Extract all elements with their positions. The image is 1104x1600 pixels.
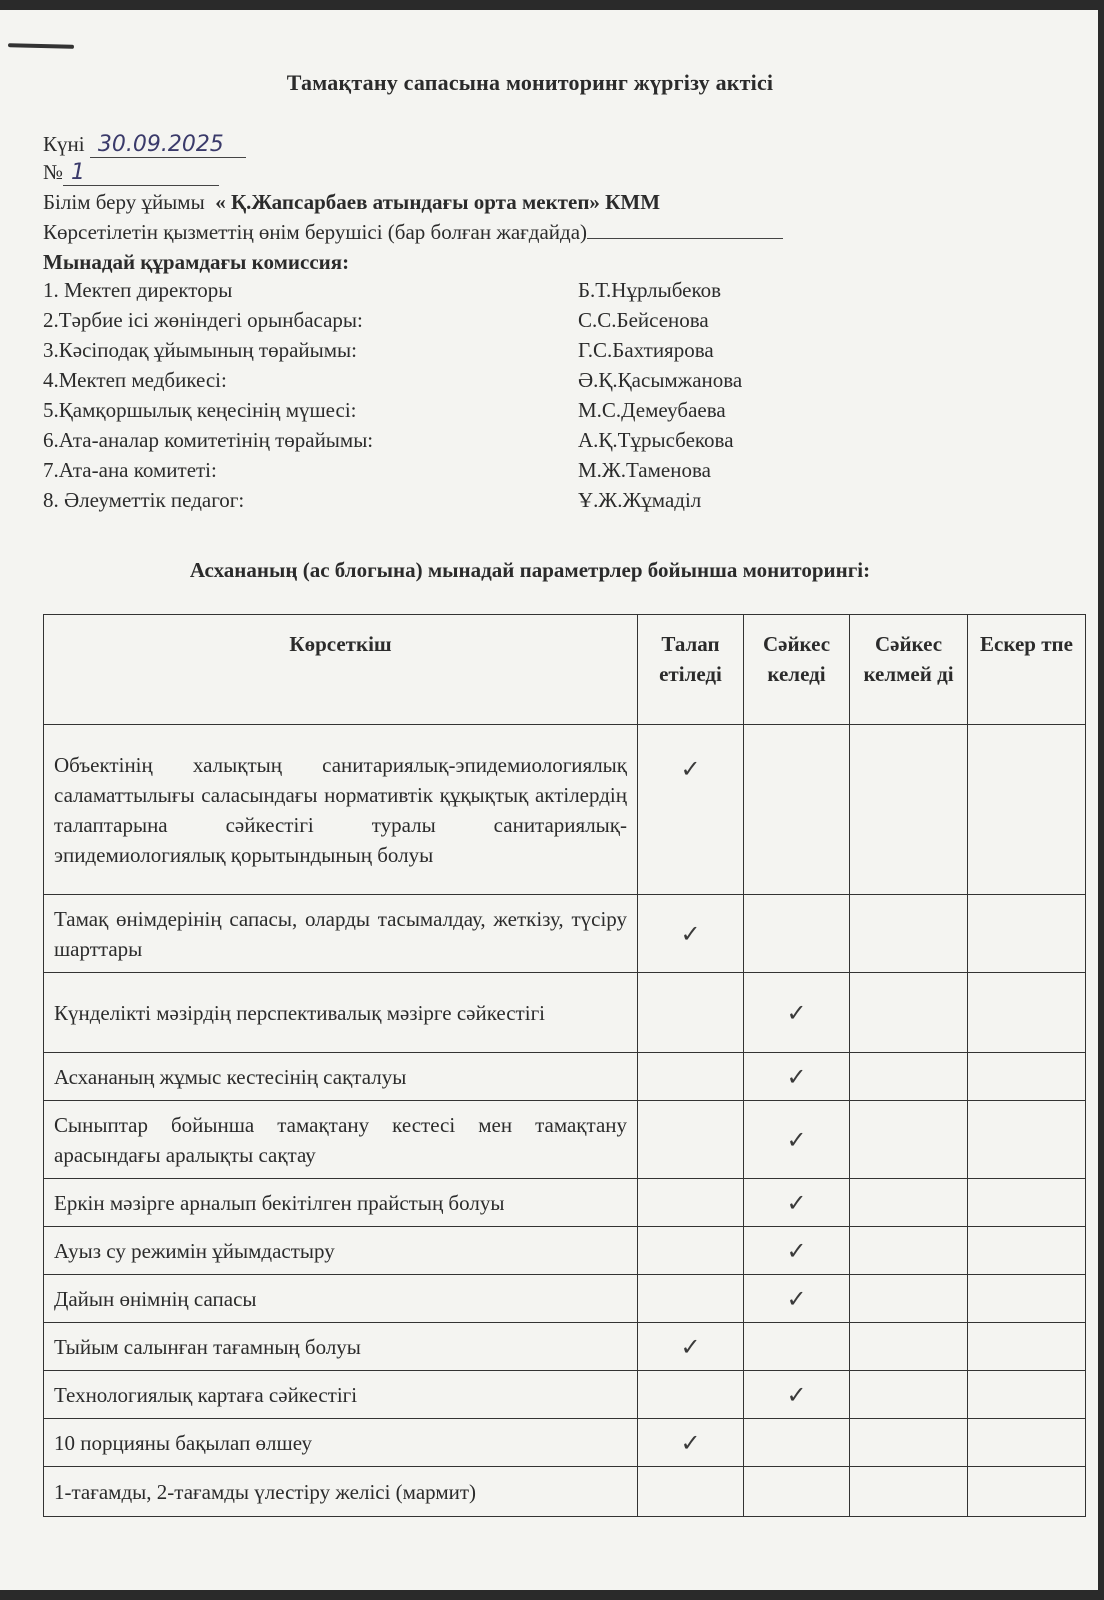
commission-label: Мынадай құрамдағы комиссия: xyxy=(43,250,350,274)
check-mark-icon: ✓ xyxy=(680,1428,701,1457)
noncompliant-cell xyxy=(850,895,968,973)
commission-role: 8. Әлеуметтік педагог: xyxy=(43,488,245,512)
compliant-cell xyxy=(744,1467,850,1517)
date-label: Күні xyxy=(43,132,85,156)
check-mark-icon: ✓ xyxy=(680,1332,701,1361)
table-row xyxy=(44,1101,1086,1179)
indicator-cell: Сыныптар бойынша тамақтану кестесі мен тамақтану арасындағы аралықты сақтау xyxy=(44,1101,638,1179)
table-row xyxy=(44,1275,1086,1323)
noncompliant-cell xyxy=(850,1275,968,1323)
indicator-cell: Тамақ өнімдерінің сапасы, оларды тасымалдау, жеткізу, түсіру шарттары xyxy=(44,895,638,973)
check-mark-icon: ✓ xyxy=(680,755,701,783)
compliant-cell xyxy=(744,1419,850,1467)
commission-role: 2.Тәрбие ісі жөніндегі орынбасары: xyxy=(43,308,363,332)
note-cell xyxy=(968,895,1086,973)
date-value: 30.09.2025 xyxy=(90,132,246,158)
commission-name: Г.С.Бахтиярова xyxy=(578,338,714,362)
indicator-cell: 1-тағамды, 2-тағамды үлестіру желісі (мармит) xyxy=(44,1467,638,1517)
commission-role: 7.Ата-ана комитеті: xyxy=(43,458,217,482)
indicator-cell: Технологиялық картаға сәйкестігі xyxy=(44,1371,638,1419)
check-mark-icon: ✓ xyxy=(786,1380,807,1409)
compliant-cell xyxy=(744,1323,850,1371)
commission-role: 6.Ата-аналар комитетінің төрайымы: xyxy=(43,428,374,452)
table-row xyxy=(44,1227,1086,1275)
compliant-cell xyxy=(744,1101,850,1179)
check-mark-icon: ✓ xyxy=(786,1062,807,1091)
commission-name: Ұ.Ж.Жұмаділ xyxy=(578,488,702,512)
commission-role: 3.Кәсіподақ ұйымының төрайымы: xyxy=(43,338,357,362)
number-label: № xyxy=(43,160,64,184)
required-cell xyxy=(638,1467,744,1517)
noncompliant-cell xyxy=(850,1419,968,1467)
note-cell xyxy=(968,1467,1086,1517)
note-cell xyxy=(968,1101,1086,1179)
commission-role: 5.Қамқоршылық кеңесінің мүшесі: xyxy=(43,398,357,422)
indicator-cell: 10 порцияны бақылап өлшеу xyxy=(44,1419,638,1467)
check-mark-icon: ✓ xyxy=(786,1188,807,1217)
noncompliant-cell xyxy=(850,1227,968,1275)
table-row xyxy=(44,1371,1086,1419)
noncompliant-cell xyxy=(850,1053,968,1101)
table-row xyxy=(44,725,1086,895)
document-title: Тамақтану сапасына мониторинг жүргізу актісі xyxy=(286,70,774,95)
required-cell xyxy=(638,1275,744,1323)
compliant-cell xyxy=(744,1179,850,1227)
table-row xyxy=(44,895,1086,973)
indicator-cell: Еркін мәзірге арналып бекітілген прайстың болуы xyxy=(44,1179,638,1227)
organization-line xyxy=(43,190,660,215)
note-cell xyxy=(968,1323,1086,1371)
required-cell xyxy=(638,973,744,1053)
required-cell xyxy=(638,1419,744,1467)
commission-name: М.С.Демеубаева xyxy=(578,398,726,422)
noncompliant-cell xyxy=(850,725,968,895)
table-row xyxy=(44,1053,1086,1101)
check-mark-icon: ✓ xyxy=(786,1284,807,1313)
compliant-cell xyxy=(744,1371,850,1419)
number-value: 1 xyxy=(63,160,219,186)
note-cell xyxy=(968,1227,1086,1275)
note-cell xyxy=(968,1179,1086,1227)
noncompliant-cell xyxy=(850,973,968,1053)
required-cell xyxy=(638,1101,744,1179)
required-cell xyxy=(638,895,744,973)
table-row xyxy=(44,973,1086,1053)
note-cell xyxy=(968,725,1086,895)
header-compliant: Сәйкес келеді xyxy=(744,615,850,725)
indicator-cell: Күнделікті мәзірдің перспективалық мәзірге сәйкестігі xyxy=(44,973,638,1053)
table-row xyxy=(44,1467,1086,1517)
note-cell xyxy=(968,1371,1086,1419)
organization-value: « Қ.Жапсарбаев атындағы орта мектеп» КММ xyxy=(215,190,661,214)
indicator-cell: Объектінің халықтың санитариялық-эпидемиологиялық саламаттылығы саласындағы нормативтік құқықтық актілердің талаптарына сәйкестігі туралы санитариялық-эпидемиологиялық қорытындының болуы xyxy=(44,725,638,895)
monitoring-table xyxy=(43,614,1086,1517)
provider-blank xyxy=(587,220,783,239)
header-indicator: Көрсеткіш xyxy=(44,615,638,725)
required-cell xyxy=(638,1179,744,1227)
required-cell xyxy=(638,725,744,895)
required-cell xyxy=(638,1053,744,1101)
note-cell xyxy=(968,1053,1086,1101)
compliant-cell xyxy=(744,1275,850,1323)
table-header-row xyxy=(44,615,1086,725)
compliant-cell xyxy=(744,1227,850,1275)
compliant-cell xyxy=(744,725,850,895)
compliant-cell xyxy=(744,1053,850,1101)
check-mark-icon: ✓ xyxy=(786,998,807,1027)
noncompliant-cell xyxy=(850,1467,968,1517)
required-cell xyxy=(638,1371,744,1419)
check-mark-icon: ✓ xyxy=(786,1236,807,1265)
note-cell xyxy=(968,973,1086,1053)
header-required: Талап етіледі xyxy=(638,615,744,725)
table-row xyxy=(44,1323,1086,1371)
provider-line xyxy=(43,220,783,245)
check-mark-icon: ✓ xyxy=(680,919,701,948)
check-mark-icon: ✓ xyxy=(786,1125,807,1154)
indicator-cell: Дайын өнімнің сапасы xyxy=(44,1275,638,1323)
document-sheet xyxy=(0,10,1098,1590)
number-line xyxy=(43,160,219,186)
date-line xyxy=(43,132,246,158)
commission-name: А.Қ.Тұрысбекова xyxy=(578,428,734,452)
header-noncompliant: Сәйкес келмей ді xyxy=(850,615,968,725)
required-cell xyxy=(638,1323,744,1371)
indicator-cell: Ауыз су режимін ұйымдастыру xyxy=(44,1227,638,1275)
organization-label: Білім беру ұйымы xyxy=(43,190,205,214)
noncompliant-cell xyxy=(850,1101,968,1179)
noncompliant-cell xyxy=(850,1179,968,1227)
commission-role: 4.Мектеп медбикесі: xyxy=(43,368,227,392)
commission-name: М.Ж.Таменова xyxy=(578,458,711,482)
section-title: Асхананың (ас блогына) мынадай параметрлер бойынша мониторингі: xyxy=(189,558,871,582)
compliant-cell xyxy=(744,973,850,1053)
header-note: Ескер тпе xyxy=(968,615,1086,725)
noncompliant-cell xyxy=(850,1323,968,1371)
required-cell xyxy=(638,1227,744,1275)
table-row xyxy=(44,1419,1086,1467)
compliant-cell xyxy=(744,895,850,973)
commission-name: С.С.Бейсенова xyxy=(578,308,709,332)
indicator-cell: Асхананың жұмыс кестесінің сақталуы xyxy=(44,1053,638,1101)
indicator-cell: Тыйым салынған тағамның болуы xyxy=(44,1323,638,1371)
provider-label: Көрсетілетін қызметтің өнім берушісі (бар болған жағдайда) xyxy=(43,220,588,244)
table-row xyxy=(44,1179,1086,1227)
note-cell xyxy=(968,1275,1086,1323)
noncompliant-cell xyxy=(850,1371,968,1419)
pen-mark xyxy=(8,43,74,49)
commission-role: 1. Мектеп директоры xyxy=(43,278,233,302)
commission-name: Ә.Қ.Қасымжанова xyxy=(578,368,743,392)
commission-name: Б.Т.Нұрлыбеков xyxy=(578,278,722,302)
note-cell xyxy=(968,1419,1086,1467)
